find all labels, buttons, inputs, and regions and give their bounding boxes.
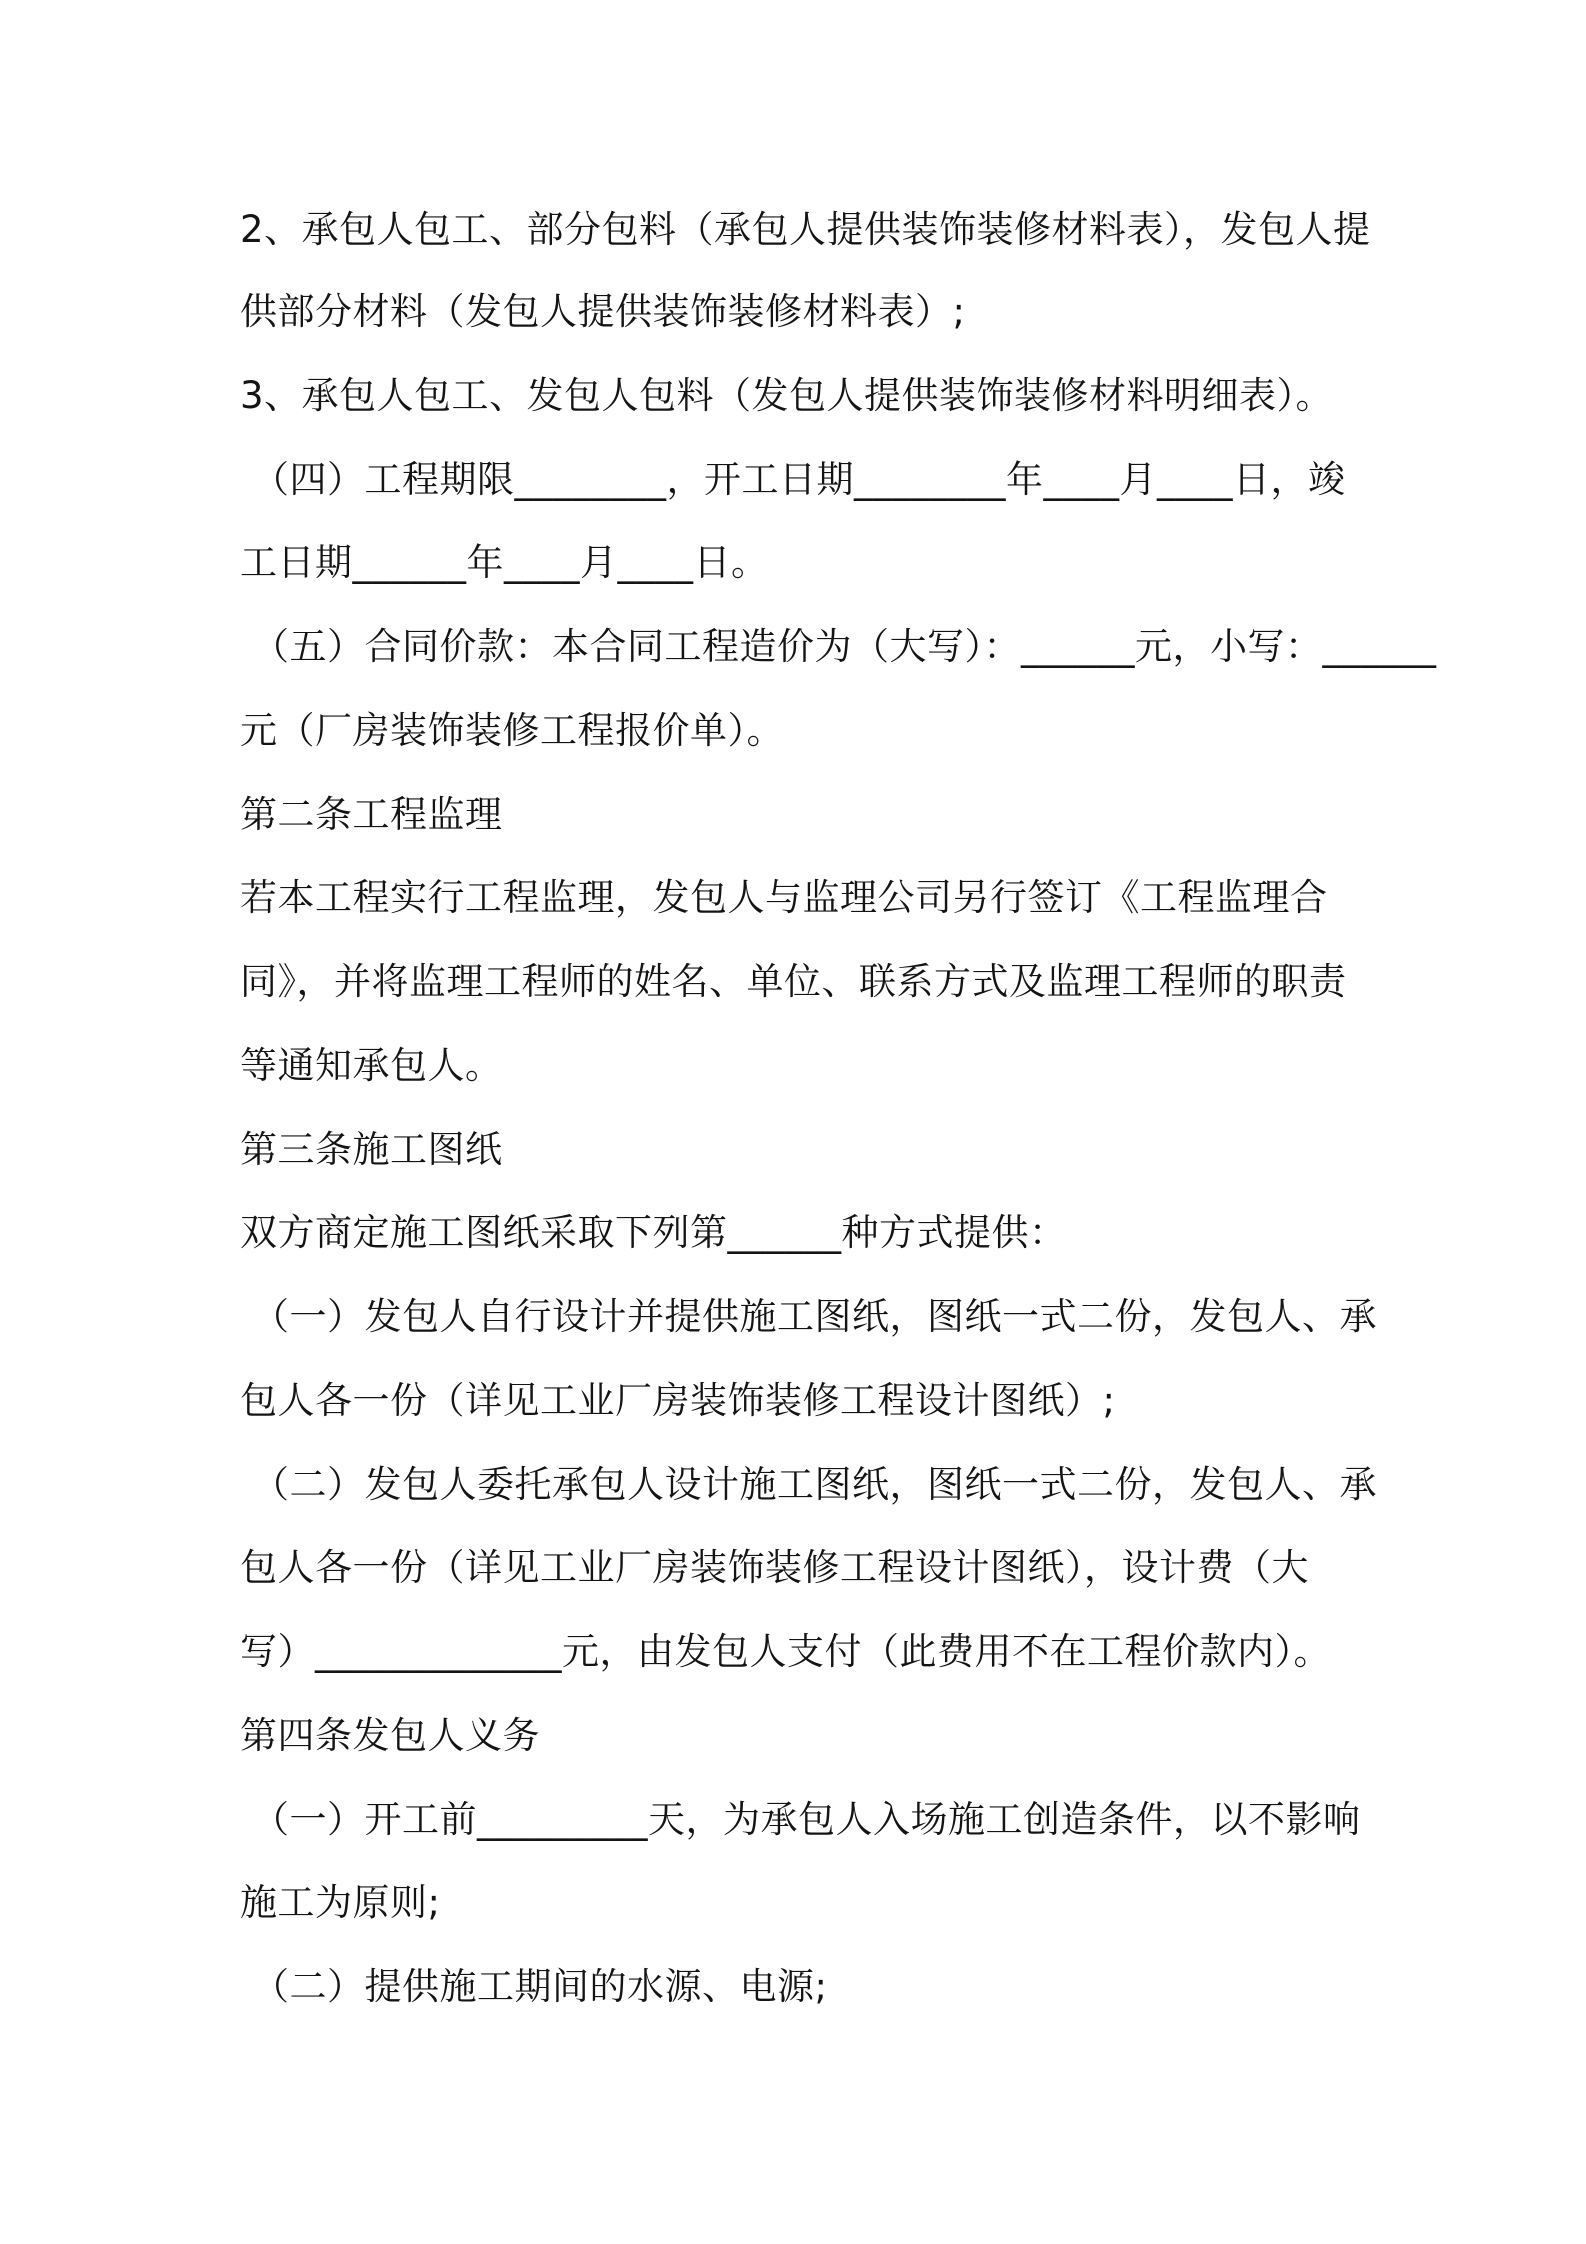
text-line: 同》，并将监理工程师的姓名、单位、联系方式及监理工程师的职责	[240, 960, 1347, 1003]
text-line: 双方商定施工图纸采取下列第______种方式提供：	[240, 1211, 1067, 1254]
text-line: 包人各一份（详见工业厂房装饰装修工程设计图纸）;	[240, 1379, 1116, 1422]
text-line: 2、承包人包工、部分包料（承包人提供装饰装修材料表），发包人提	[240, 208, 1371, 251]
section-heading: 第二条工程监理	[240, 793, 503, 836]
text-line: 包人各一份（详见工业厂房装饰装修工程设计图纸），设计费（大	[240, 1546, 1309, 1589]
text-line: 等通知承包人。	[240, 1044, 503, 1087]
text-line: 施工为原则;	[240, 1881, 441, 1924]
text-line: （四）工程期限________，开工日期________年____月____日，竣	[252, 458, 1346, 501]
text-line: 写）_____________元，由发包人支付（此费用不在工程价款内）。	[240, 1630, 1331, 1673]
text-line: 3、承包人包工、发包人包料（发包人提供装饰装修材料明细表）。	[240, 374, 1334, 417]
section-heading: 第三条施工图纸	[240, 1128, 503, 1171]
section-heading: 第四条发包人义务	[240, 1714, 540, 1757]
text-line: 供部分材料（发包人提供装饰装修材料表）;	[240, 290, 966, 333]
text-line: 元（厂房装饰装修工程报价单）。	[240, 709, 784, 752]
text-line: 工日期______年____月____日。	[240, 541, 769, 584]
text-line: 若本工程实行工程监理，发包人与监理公司另行签订《工程监理合	[240, 876, 1328, 919]
text-line: （二）发包人委托承包人设计施工图纸，图纸一式二份，发包人、承	[252, 1463, 1377, 1506]
text-line: （五）合同价款：本合同工程造价为（大写）：______元，小写：______	[252, 625, 1437, 668]
text-line: （二）提供施工期间的水源、电源;	[252, 1965, 828, 2008]
text-line: （一）发包人自行设计并提供施工图纸，图纸一式二份，发包人、承	[252, 1295, 1377, 1338]
text-line: （一）开工前_________天，为承包人入场施工创造条件，以不影响	[252, 1798, 1361, 1841]
